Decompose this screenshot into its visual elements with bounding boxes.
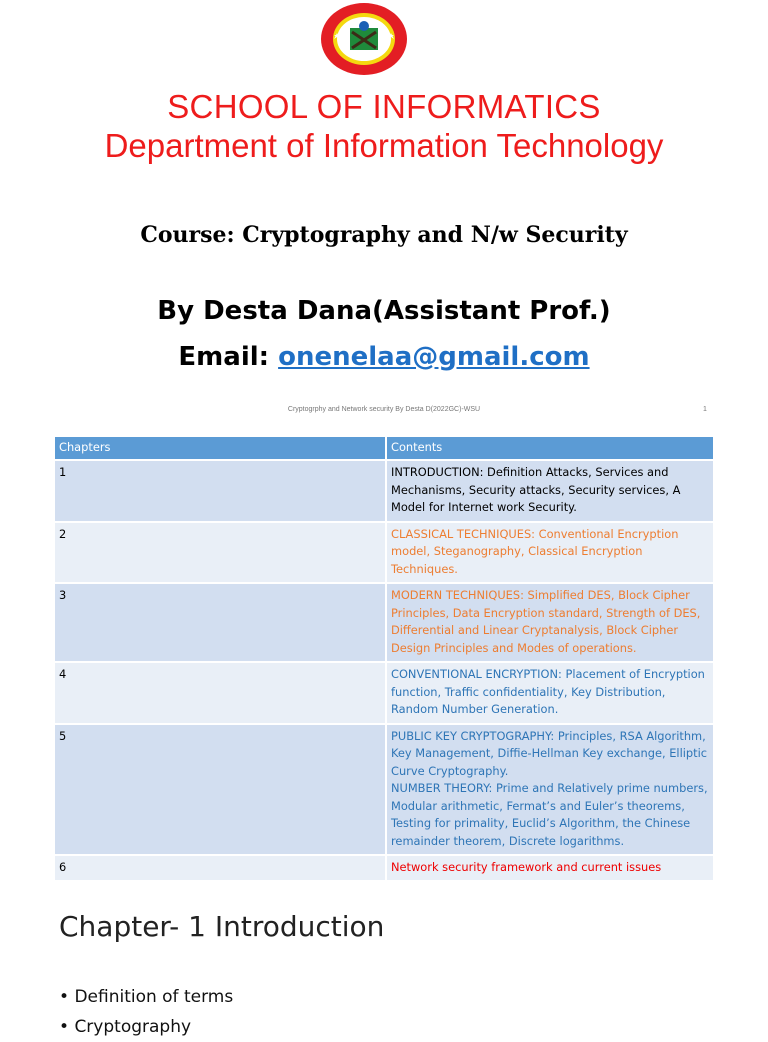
chapter-number: 5 (55, 724, 386, 856)
title-slide (0, 0, 768, 425)
chapter-content: Network security framework and current issues (386, 855, 714, 881)
chapter-number: 3 (55, 583, 386, 662)
chapter-content: MODERN TECHNIQUES: Simplified DES, Block Cipher Principles, Data Encryption standard, Strength of DES, Differential and Linear Cryptanalysis, Block Cipher Design Principles and Modes of operations. (386, 583, 714, 662)
school-name: SCHOOL OF INFORMATICS (167, 88, 601, 125)
bullet-item: • Cryptography (59, 1012, 233, 1042)
table-row (55, 522, 714, 584)
table-row (55, 855, 714, 881)
chapter-number: 2 (55, 522, 386, 584)
bullet-item: • Definition of terms (59, 982, 233, 1012)
email-row (0, 342, 768, 372)
footer-text: Cryptogrphy and Network security By Desta D(2022GC)-WSU (287, 406, 481, 413)
chapters-slide (0, 425, 768, 874)
university-logo (320, 2, 408, 76)
chapter-content: INTRODUCTION: Definition Attacks, Services and Mechanisms, Security attacks, Security services, A Model for Internet work Security. (386, 460, 714, 522)
email-label: Email: (178, 342, 279, 372)
table-row (55, 460, 714, 522)
chapter-content-part: PUBLIC KEY CRYPTOGRAPHY: Principles, RSA Algorithm, Key Management, Diffie-Hellman Key exchange, Elliptic Curve Cryptography. (391, 728, 708, 778)
header-contents: Contents (386, 437, 714, 460)
chapter-content-part: NUMBER THEORY: Prime and Relatively prime numbers, Modular arithmetic, Fermat’s and Euler’s theorems, Testing for primality, Euclid’s Algorithm, the Chinese remainder theorem, Discrete logarithms. (391, 781, 708, 848)
chapter1-slide (0, 880, 768, 1037)
bullet-list (59, 982, 233, 1042)
chapter-content (386, 724, 714, 856)
table-row (55, 662, 714, 724)
table-row (55, 583, 714, 662)
chapter-title: Chapter- 1 Introduction (59, 910, 385, 943)
header-chapters: Chapters (55, 437, 386, 460)
department-name: Department of Information Technology (104, 127, 664, 164)
chapter-number: 1 (55, 460, 386, 522)
course-title: Course: Cryptography and N/w Security (140, 222, 628, 248)
chapters-table (55, 437, 715, 881)
email-link[interactable]: onenelaa@gmail.com (278, 342, 590, 372)
chapter-number: 6 (55, 855, 386, 881)
chapter-content: CLASSICAL TECHNIQUES: Conventional Encryption model, Steganography, Classical Encryption Techniques. (386, 522, 714, 584)
author-line: By Desta Dana(Assistant Prof.) (157, 296, 611, 326)
chapter-content: CONVENTIONAL ENCRYPTION: Placement of Encryption function, Traffic confidentiality, Key Distribution, Random Number Generation. (386, 662, 714, 724)
chapter-number: 4 (55, 662, 386, 724)
page-number: 1 (703, 406, 707, 413)
table-header-row (55, 437, 714, 460)
table-row (55, 724, 714, 856)
